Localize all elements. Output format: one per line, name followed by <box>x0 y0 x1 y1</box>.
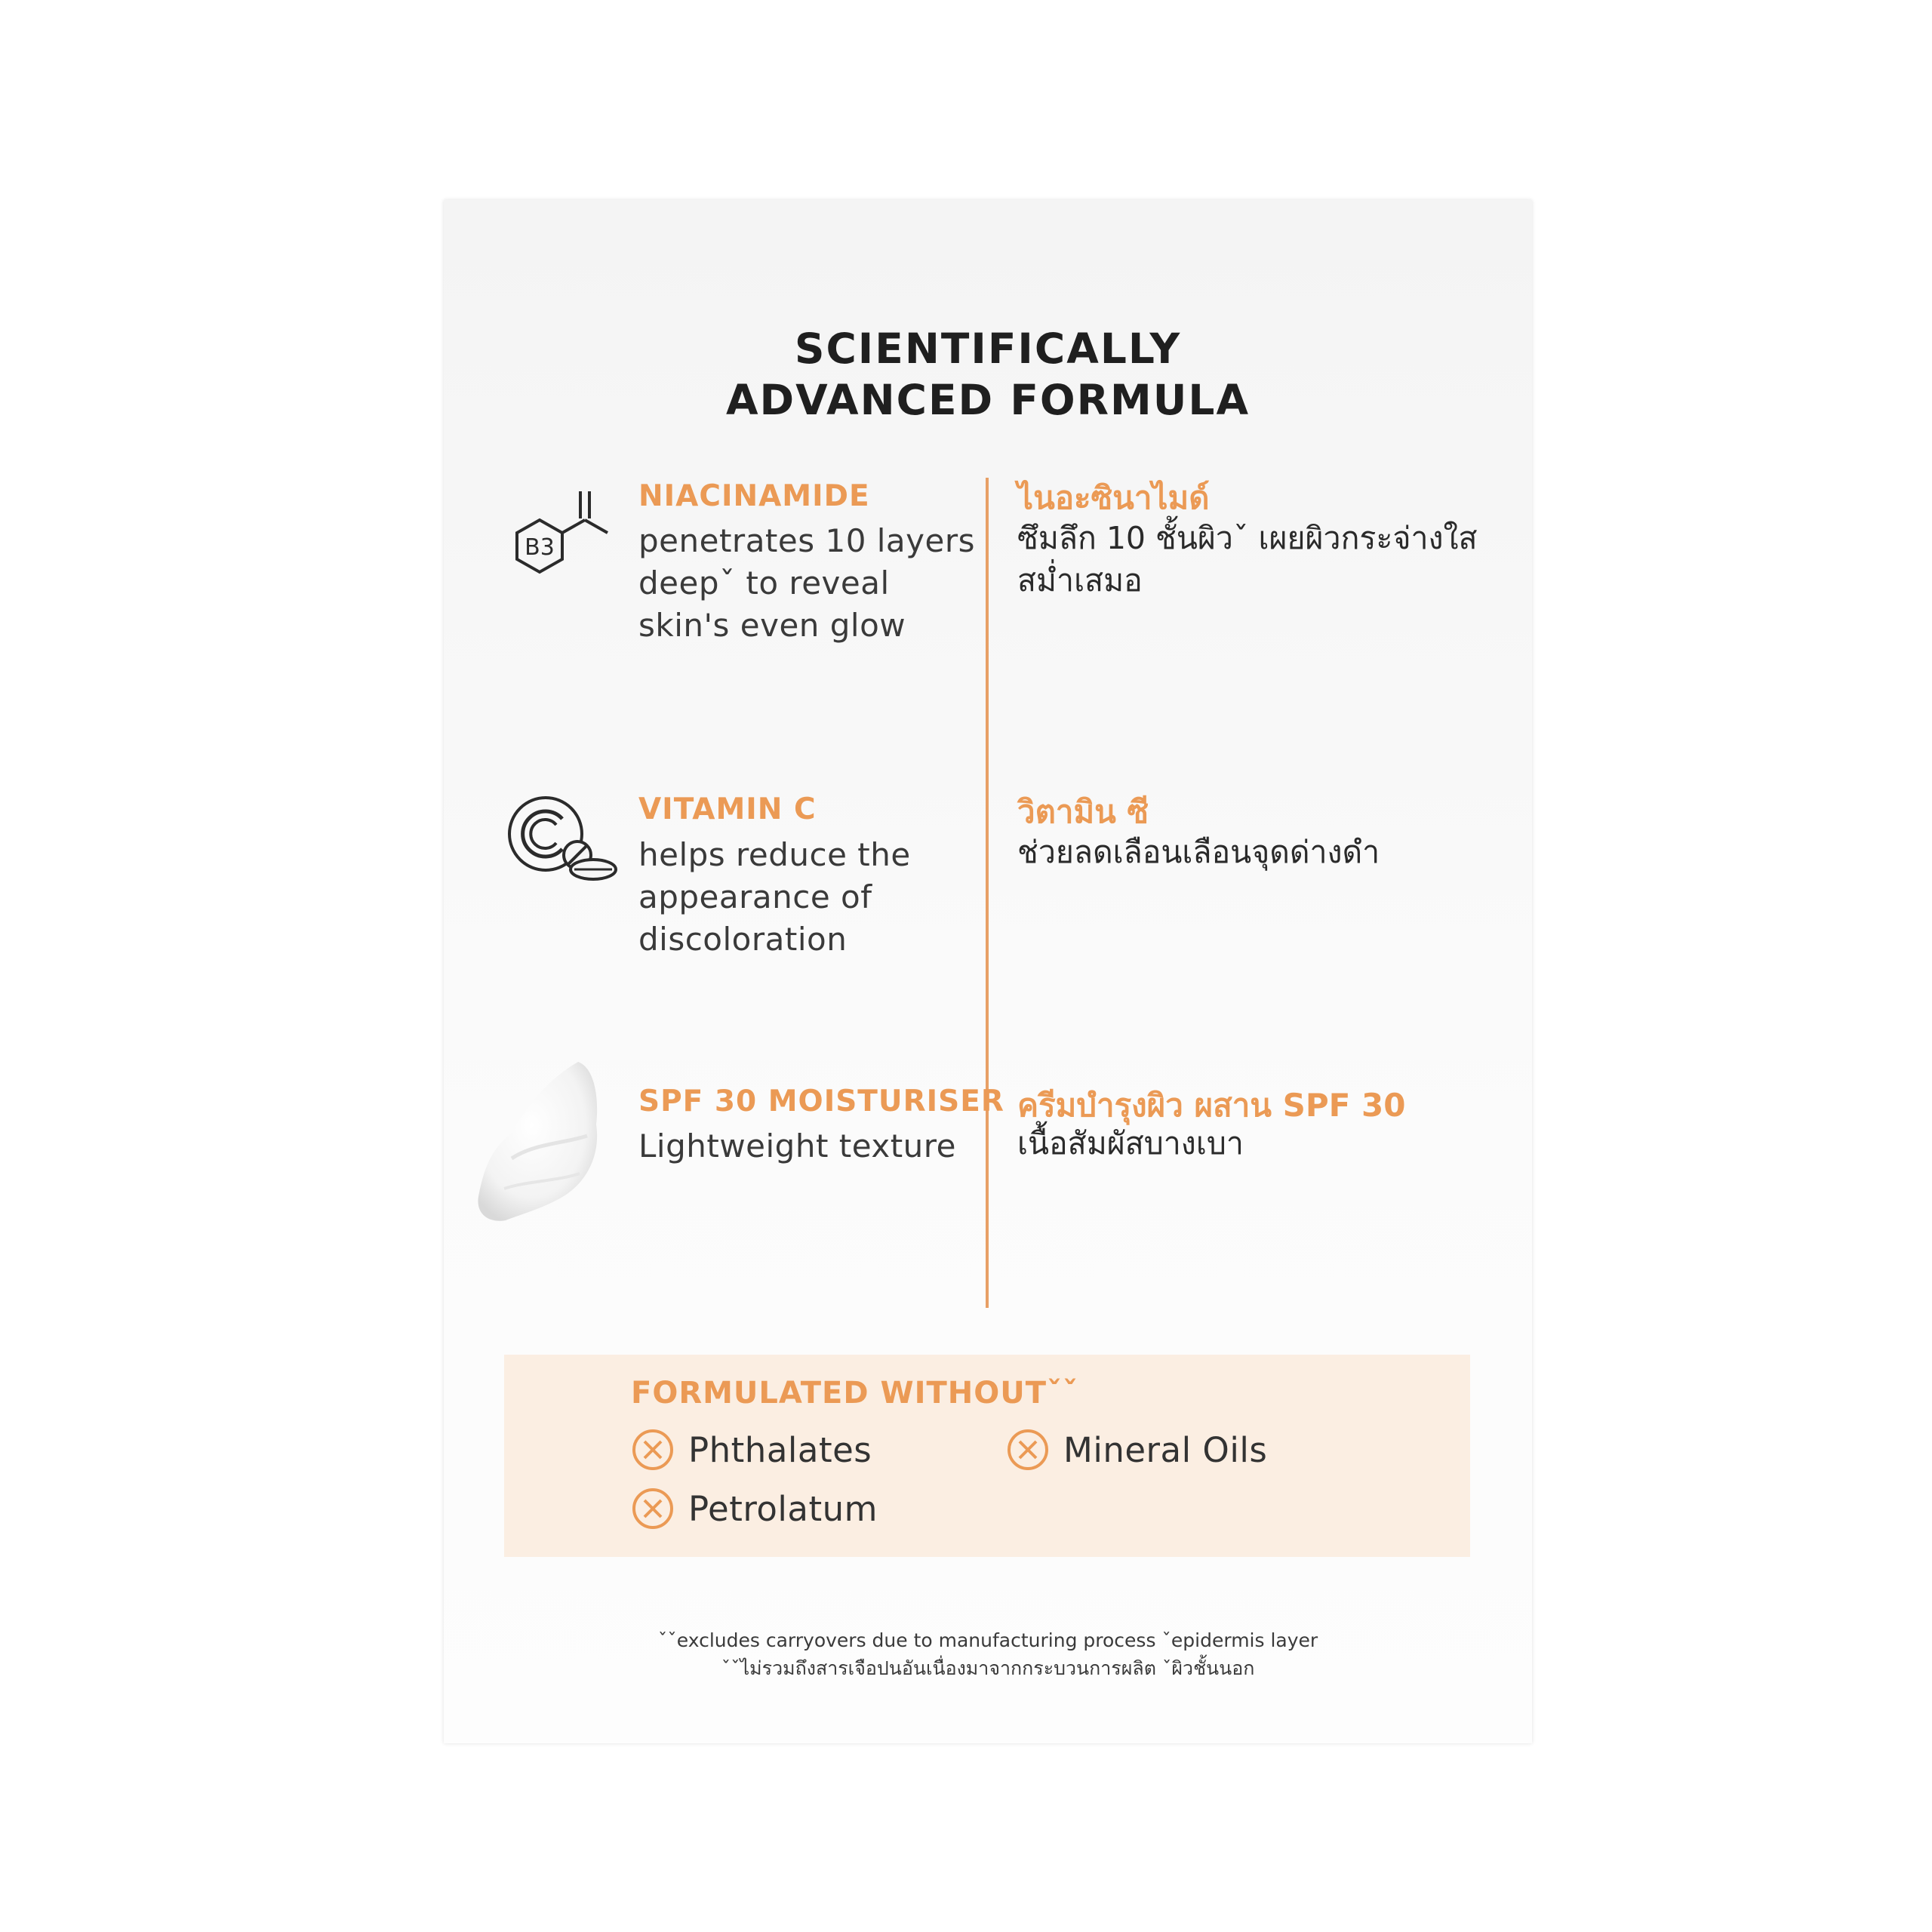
svg-text:B3: B3 <box>525 534 555 561</box>
vitamin-c-description: helps reduce the appearance of discoloration <box>638 836 911 958</box>
vitamin-c-description-th: ช่วยลดเลือนเลือนจุดด่างดำ <box>1017 834 1380 870</box>
footnotes <box>444 1626 1532 1682</box>
vitamin-c-heading-th: วิตามิน ซี <box>1017 793 1149 830</box>
footnote-en: ˇˇexcludes carryovers due to manufacturing process ˇepidermis layer <box>657 1629 1318 1651</box>
product-info-card <box>444 200 1532 1743</box>
b3-molecule-icon <box>508 479 621 592</box>
excluded-item <box>631 1487 878 1531</box>
formulated-without-panel <box>504 1355 1470 1557</box>
cream-swatch-icon <box>466 1053 617 1234</box>
title-line-1: SCIENTIFICALLY <box>794 325 1182 373</box>
niacinamide-description: penetrates 10 layers deepˇ to reveal skin's even glow <box>638 522 976 644</box>
title-line-2: ADVANCED FORMULA <box>725 376 1251 424</box>
niacinamide-heading-th: ไนอะซินาไมด์ <box>1017 479 1210 516</box>
vitamin-c-icon <box>508 789 621 894</box>
cross-circle-icon <box>631 1487 675 1531</box>
excluded-item <box>1006 1428 1267 1472</box>
niacinamide-heading: NIACINAMIDE <box>638 479 870 513</box>
niacinamide-description-th: ซึมลึก 10 ชั้นผิวˇ เผยผิวกระจ่างใส สม่ำเสมอ <box>1017 520 1478 598</box>
footnote-th: ˇˇไม่รวมถึงสารเจือปนอันเนื่องมาจากกระบวนการผลิต ˇผิวชั้นนอก <box>721 1657 1255 1679</box>
cross-circle-icon <box>631 1428 675 1472</box>
vitamin-c-heading: VITAMIN C <box>638 792 817 826</box>
excluded-item-label: Phthalates <box>688 1429 872 1470</box>
cross-circle-icon <box>1006 1428 1050 1472</box>
spf-description-th: เนื้อสัมผัสบางเบา <box>1017 1125 1244 1161</box>
excluded-item <box>631 1428 872 1472</box>
spf-heading: SPF 30 MOISTURISER <box>638 1084 1004 1118</box>
spf-heading-th: ครีมบำรุงผิว ผสาน SPF 30 <box>1017 1087 1406 1124</box>
column-divider <box>986 478 989 1308</box>
excluded-item-label: Petrolatum <box>688 1488 878 1529</box>
excluded-item-label: Mineral Oils <box>1063 1429 1268 1470</box>
page-title <box>444 323 1532 426</box>
spf-description: Lightweight texture <box>638 1128 956 1164</box>
formulated-without-title: FORMULATED WITHOUTˇˇ <box>631 1376 1079 1411</box>
